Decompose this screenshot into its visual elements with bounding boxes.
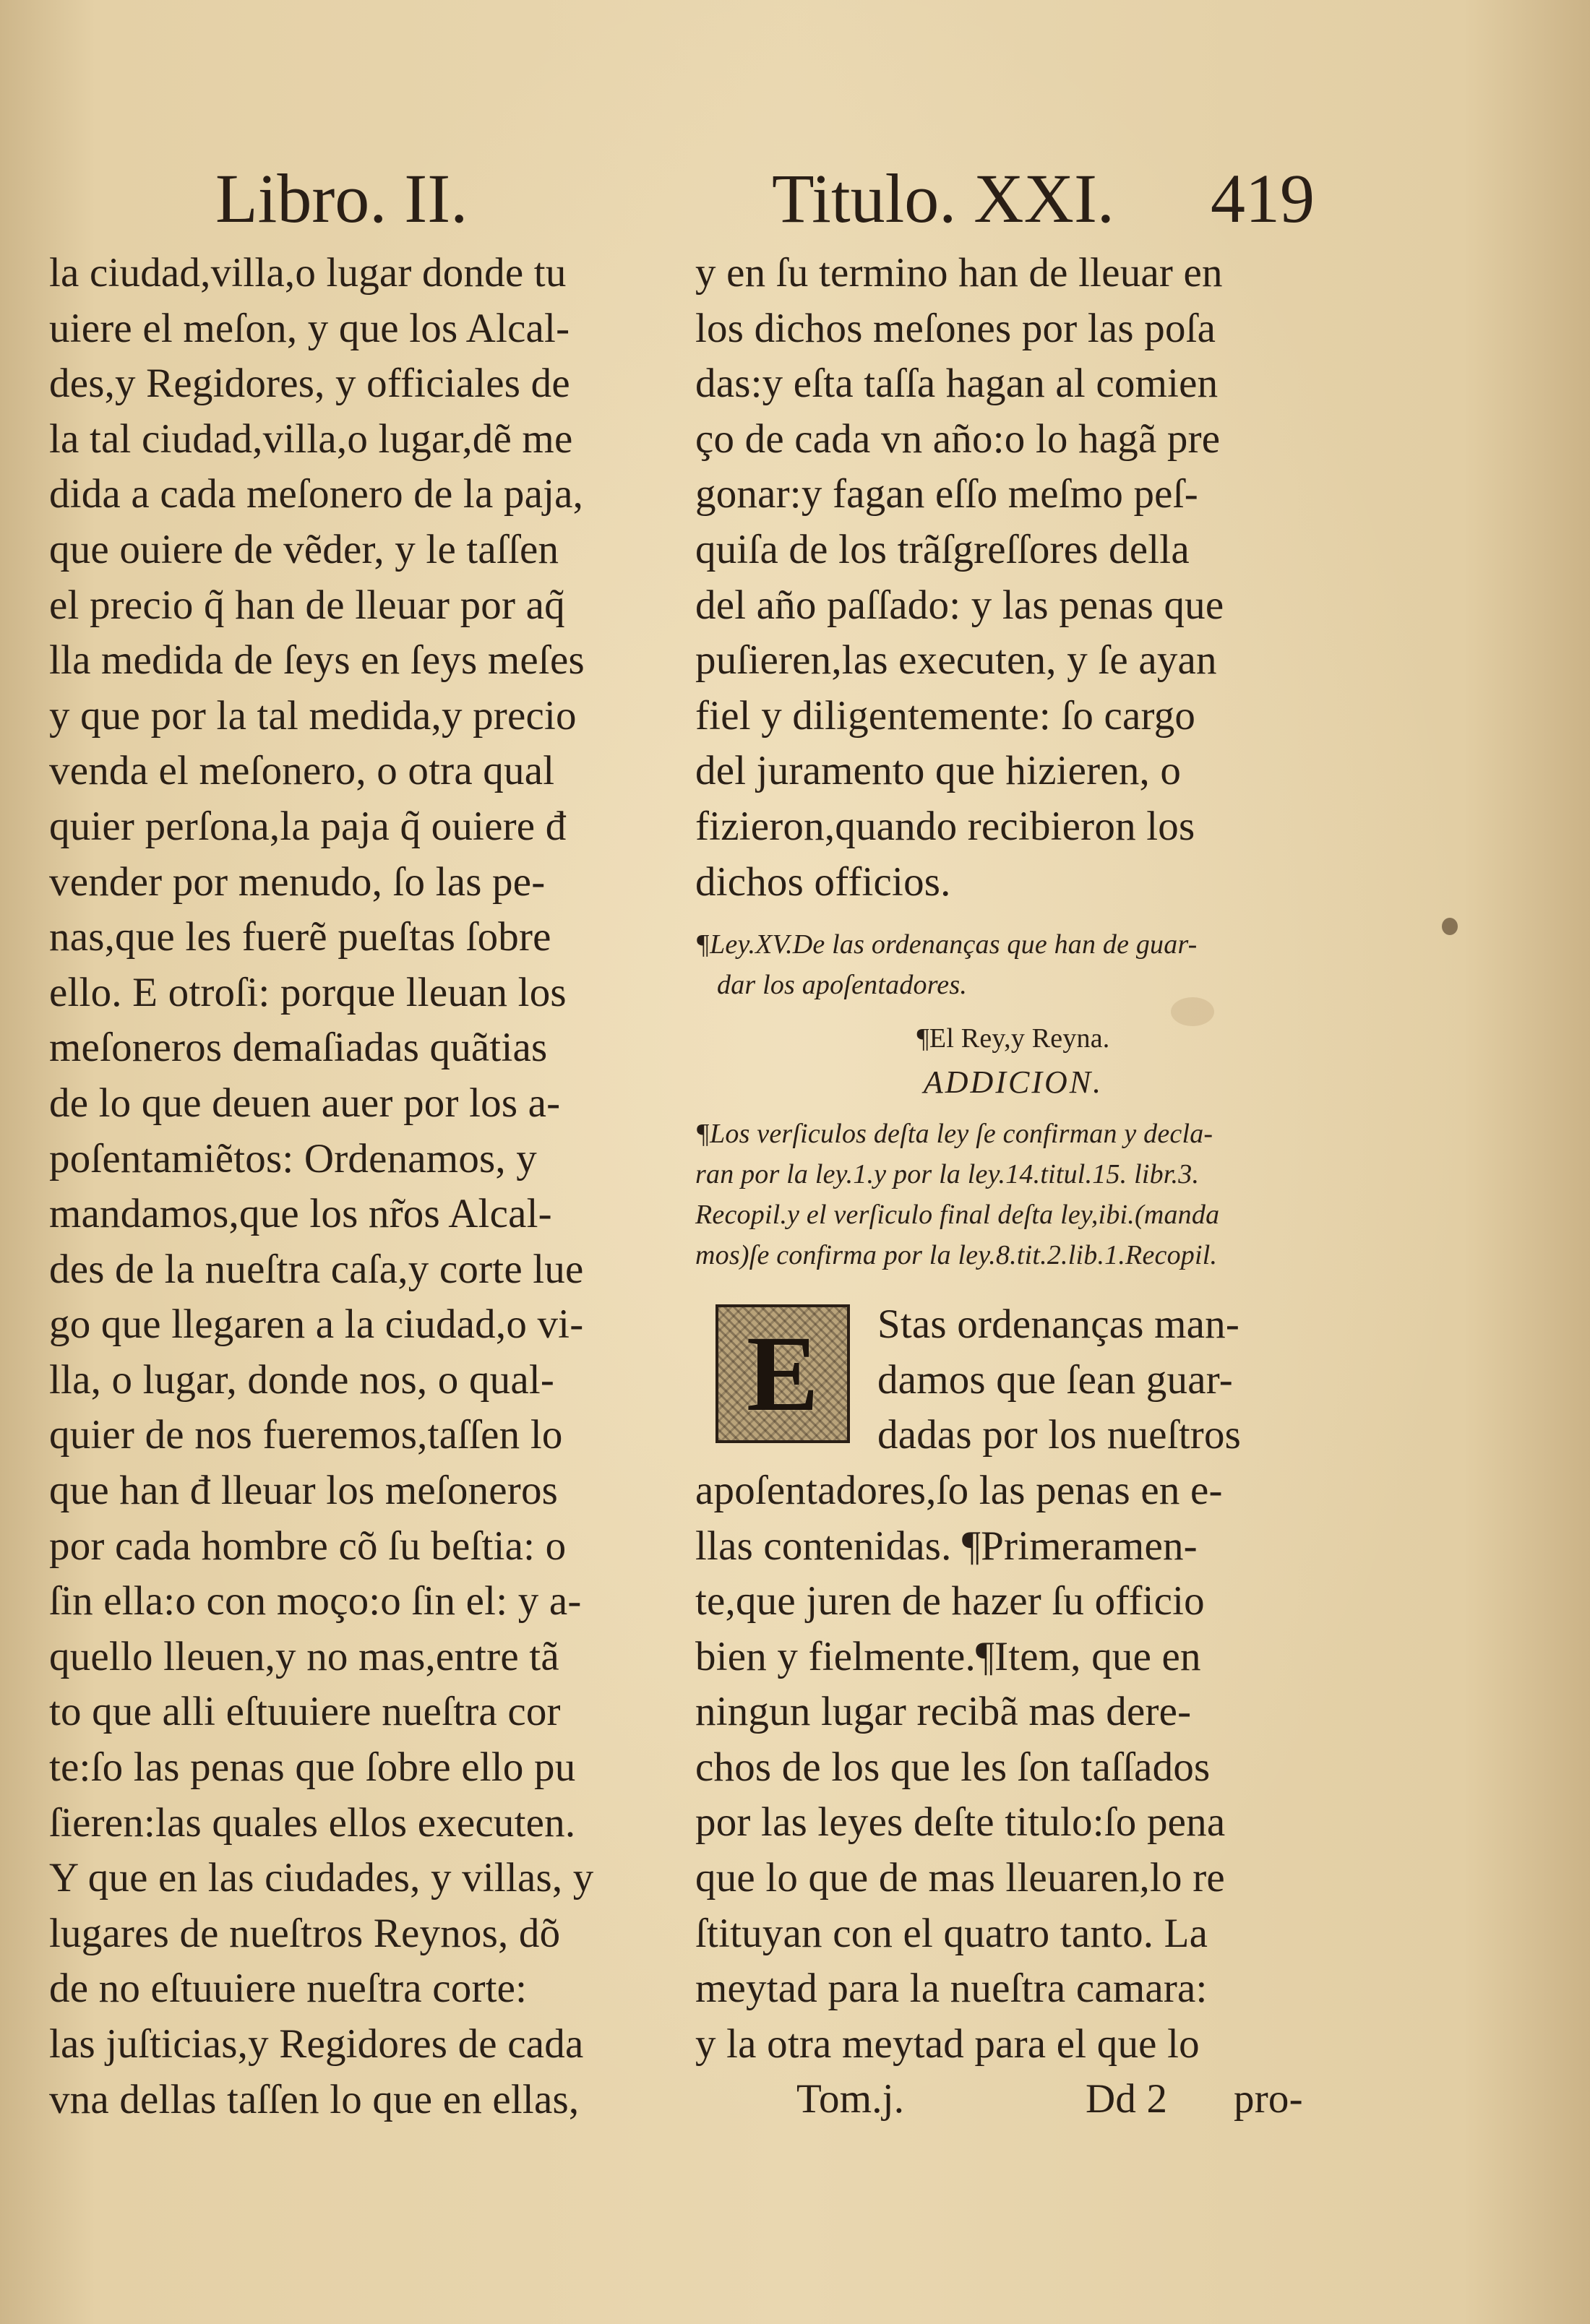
- text-line: des de la nueſtra caſa,y corte lue: [49, 1246, 584, 1292]
- text-line: go que llegaren a la ciudad,o vi-: [49, 1301, 584, 1348]
- text-line: chos de los que les ſon taſſados: [695, 1744, 1211, 1790]
- text-line: fiel y diligentemente: ſo cargo: [695, 692, 1196, 739]
- text-line: apoſentadores,ſo las penas en e-: [695, 1467, 1223, 1513]
- text-line: des,y Regidores, y officiales de: [49, 361, 570, 407]
- text-line: poſentamiẽtos: Ordenamos, y: [49, 1135, 538, 1182]
- text-line: lla, o lugar, donde nos, o qual-: [49, 1356, 555, 1403]
- text-line: vna dellas taſſen lo que en ellas,: [49, 2076, 580, 2122]
- text-line: quello lleuen,y no mas,entre tã: [49, 1633, 559, 1679]
- text-line: el precio q̃ han de lleuar por aq̃: [49, 582, 565, 628]
- text-line: lugares de nueſtros Reynos, dõ: [49, 1910, 561, 1956]
- ley-heading: [695, 924, 1331, 1005]
- text-line: del juramento que hizieren, o: [695, 748, 1182, 794]
- declaration-line: ¶Los verſiculos deſta ley ſe confirman y decla-: [695, 1119, 1213, 1150]
- running-header: [0, 152, 1590, 246]
- text-line: das:y eſta taſſa hagan al comien: [695, 361, 1219, 407]
- paper-stain: [1442, 918, 1458, 935]
- text-line: la tal ciudad,villa,o lugar,dẽ me: [49, 416, 573, 462]
- text-line: ſtituyan con el quatro tanto. La: [695, 1910, 1208, 1956]
- addicion-heading: ADDICION.: [923, 1064, 1104, 1101]
- text-line: ello. E otroſi: porque lleuan los: [49, 969, 567, 1015]
- ordinance-text: [695, 1297, 1331, 2072]
- declaration-line: ran por la ley.1.y por la ley.14.titul.15. libr.3.: [695, 1159, 1200, 1190]
- book-label: Libro. II.: [215, 160, 468, 237]
- text-line: mandamos,que los nr̃os Alcal-: [49, 1191, 552, 1237]
- text-line: la ciudad,villa,o lugar donde tu: [49, 250, 567, 296]
- ley-heading-line: dar los apoſentadores.: [717, 970, 968, 1001]
- text-line: ço de cada vn año:o lo hagã pre: [695, 416, 1221, 462]
- text-line: y que por la tal medida,y precio: [49, 692, 577, 739]
- page-number: 419: [1211, 160, 1315, 237]
- text-line: las juſticias,y Regidores de cada: [49, 2021, 584, 2067]
- text-line: te,que juren de hazer ſu officio: [695, 1578, 1205, 1624]
- text-line: lla medida de ſeys en ſeys meſes: [49, 637, 585, 684]
- declaration-line: Recopil.y el verſiculo final deſta ley,ibi.(manda: [695, 1200, 1220, 1231]
- text-line: y en ſu termino han de lleuar en: [695, 250, 1223, 296]
- ley-heading-line: ¶Ley.XV.De las ordenanças que han de guar-: [695, 929, 1198, 960]
- text-line: venda el meſonero, o otra qual: [49, 748, 555, 794]
- text-line: dadas por los nueſtros: [877, 1412, 1242, 1458]
- text-line: ſieren:las quales ellos executen.: [49, 1799, 576, 1846]
- decorated-initial: [716, 1304, 850, 1443]
- text-line: gonar:y fagan eſſo meſmo peſ-: [695, 471, 1198, 517]
- text-line: fizieron,quando recibieron los: [695, 803, 1195, 849]
- text-line: te:ſo las penas que ſobre ello pu: [49, 1744, 576, 1791]
- text-line: quier de nos fueremos,taſſen lo: [49, 1412, 563, 1458]
- text-line: vender por menudo, ſo las pe-: [49, 858, 546, 905]
- text-line: que lo que de mas lleuaren,lo re: [695, 1855, 1225, 1901]
- text-line: quier perſona,la paja q̃ ouiere đ: [49, 803, 567, 849]
- catchword: pro-: [1234, 2076, 1303, 2122]
- text-line: Y que en las ciudades, y villas, y: [49, 1855, 594, 1901]
- declaration-line: mos)ſe confirma por la ley.8.tit.2.lib.1.Recopil.: [695, 1240, 1218, 1271]
- text-line: damos que ſean guar-: [877, 1356, 1233, 1403]
- text-line: de lo que deuen auer por los a-: [49, 1080, 561, 1126]
- text-line: que han đ lleuar los meſoneros: [49, 1468, 559, 1514]
- footer-line: [695, 2072, 1331, 2127]
- text-line: uiere el meſon, y que los Alcal-: [49, 305, 570, 351]
- text-line: dida a cada meſonero de la paja,: [49, 471, 584, 517]
- text-line: to que alli eſtuuiere nueſtra cor: [49, 1689, 561, 1735]
- text-line: ſin ella:o con moço:o ſin el: y a-: [49, 1578, 582, 1624]
- text-line: por cada hombre cõ ſu beſtia: o: [49, 1523, 567, 1569]
- text-line: de no eſtuuiere nueſtra corte:: [49, 1966, 528, 2012]
- text-line: por las leyes deſte titulo:ſo pena: [695, 1799, 1226, 1846]
- text-line: meytad para la nueſtra camara:: [695, 1966, 1208, 2012]
- rey-line: ¶El Rey,y Reyna.: [916, 1023, 1110, 1054]
- volume-label: Tom.j.: [796, 2076, 905, 2122]
- text-line: del año paſſado: y las penas que: [695, 582, 1224, 628]
- text-line: los dichos meſones por las poſa: [695, 305, 1216, 351]
- signature-mark: Dd 2: [1086, 2076, 1168, 2122]
- drop-cap-letter: E: [746, 1314, 820, 1434]
- text-line: llas contenidas. ¶Primeramen-: [695, 1523, 1198, 1569]
- text-line: bien y fielmente.¶Item, que en: [695, 1633, 1201, 1679]
- title-label: Titulo. XXI.: [772, 160, 1114, 237]
- text-line: nas,que les fuerẽ pueſtas ſobre: [49, 914, 551, 960]
- text-line: dichos officios.: [695, 858, 951, 905]
- declaration-note: [695, 1114, 1331, 1275]
- left-column: [49, 246, 663, 2127]
- text-line: que ouiere de vẽder, y le taſſen: [49, 526, 559, 572]
- text-line: y la otra meytad para el que lo: [695, 2020, 1200, 2067]
- right-column: [695, 246, 1331, 2127]
- text-line: puſieren,las executen, y ſe ayan: [695, 637, 1217, 684]
- text-line: Stas ordenanças man-: [877, 1301, 1239, 1348]
- text-line: quiſa de los trãſgreſſores della: [695, 526, 1190, 572]
- text-line: ningun lugar recibã mas dere-: [695, 1689, 1192, 1735]
- text-line: meſoneros demaſiadas quãtias: [49, 1025, 548, 1071]
